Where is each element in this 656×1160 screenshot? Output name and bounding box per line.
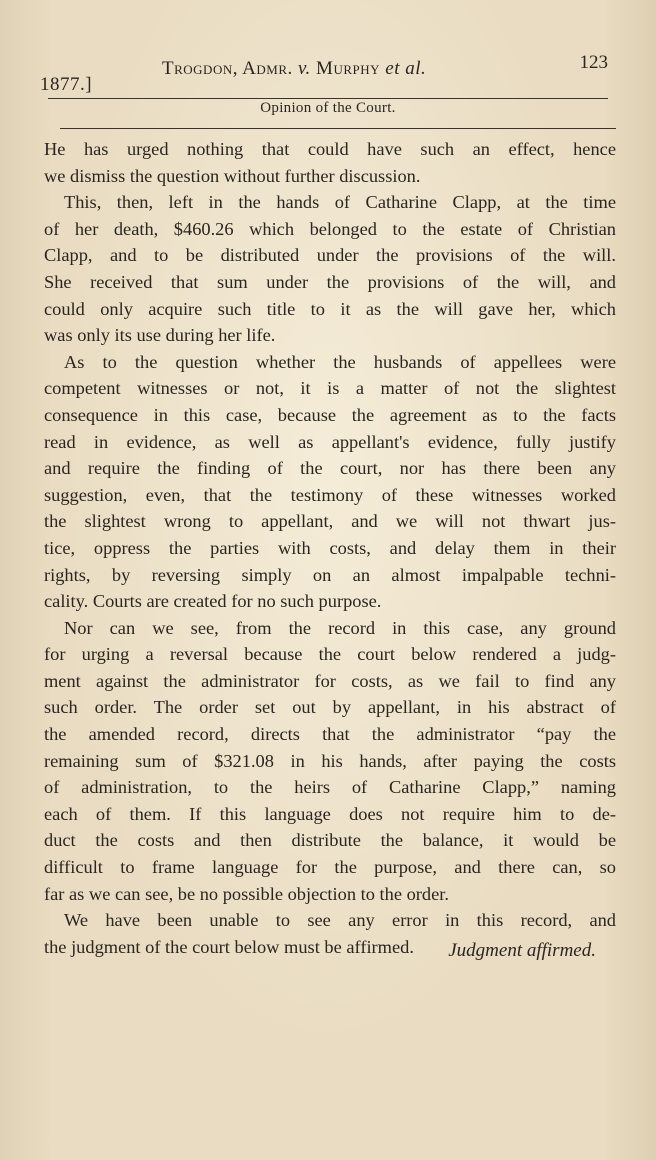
header-rule <box>48 98 608 99</box>
judgment-conclusion: Judgment affirmed. <box>448 940 596 961</box>
text-line: was only its use during her life. <box>44 325 276 346</box>
text-line: Nor can we see, from the record in this case, any ground <box>64 617 616 638</box>
text-line: We have been unable to see any error in this record, and <box>64 910 616 931</box>
page-number: 123 <box>579 52 608 73</box>
running-head <box>40 52 620 95</box>
text-line: He has urged nothing that could have such an effect, hence <box>44 139 616 159</box>
text-line: and require the finding of the court, nor has there been any <box>44 458 616 479</box>
case-title <box>162 58 426 80</box>
text-line: consequence in this case, because the agreement as to the facts <box>44 404 616 425</box>
text-line: As to the question whether the husbands of appellees were <box>64 351 616 372</box>
section-heading: Opinion of the Court. <box>260 100 396 116</box>
case-title-et-al: et al. <box>385 58 427 79</box>
text-line: such order. The order set out by appellant, in his abstract of <box>44 697 616 718</box>
year: 1877.] <box>40 74 93 95</box>
text-line: we dismiss the question without further discussion. <box>44 165 421 186</box>
opinion-text <box>44 136 616 960</box>
case-title-parties-a: Trogdon, Admr. <box>162 58 299 79</box>
text-line: could only acquire such title to it as the will gave her, which <box>44 298 616 319</box>
text-line: rights, by reversing simply on an almost impalpable techni- <box>44 564 616 585</box>
text-line: the judgment of the court below must be affirmed. <box>44 936 414 957</box>
text-line: the slightest wrong to appellant, and we will not thwart jus- <box>44 511 616 532</box>
text-line: each of them. If this language does not require him to de- <box>44 803 616 824</box>
section-rule <box>60 128 616 129</box>
case-title-parties-b: Murphy <box>310 58 386 79</box>
text-line: This, then, left in the hands of Catharine Clapp, at the time <box>64 192 616 213</box>
text-line: the amended record, directs that the administrator “pay the <box>44 724 616 745</box>
text-line: remaining sum of $321.08 in his hands, after paying the costs <box>44 750 616 771</box>
text-line: difficult to frame language for the purpose, and there can, so <box>44 857 616 878</box>
text-line: for urging a reversal because the court below rendered a judg- <box>44 644 616 665</box>
text-line: of her death, $460.26 which belonged to the estate of Christian <box>44 218 616 239</box>
text-line: tice, oppress the parties with costs, and delay them in their <box>44 537 616 558</box>
text-line: far as we can see, be no possible objection to the order. <box>44 883 449 904</box>
text-line: Clapp, and to be distributed under the provisions of the will. <box>44 245 616 266</box>
text-line: duct the costs and then distribute the balance, it would be <box>44 830 616 851</box>
text-line: She received that sum under the provisions of the will, and <box>44 271 616 292</box>
text-line: suggestion, even, that the testimony of these witnesses worked <box>44 484 616 505</box>
text-line: competent witnesses or not, it is a matter of not the slightest <box>44 378 616 399</box>
case-title-versus: v. <box>298 58 311 79</box>
text-line: cality. Courts are created for no such purpose. <box>44 591 382 612</box>
text-line: of administration, to the heirs of Catharine Clapp,” naming <box>44 777 616 798</box>
text-line: read in evidence, as well as appellant's evidence, fully justify <box>44 431 616 452</box>
text-line: ment against the administrator for costs, as we fail to find any <box>44 670 616 691</box>
